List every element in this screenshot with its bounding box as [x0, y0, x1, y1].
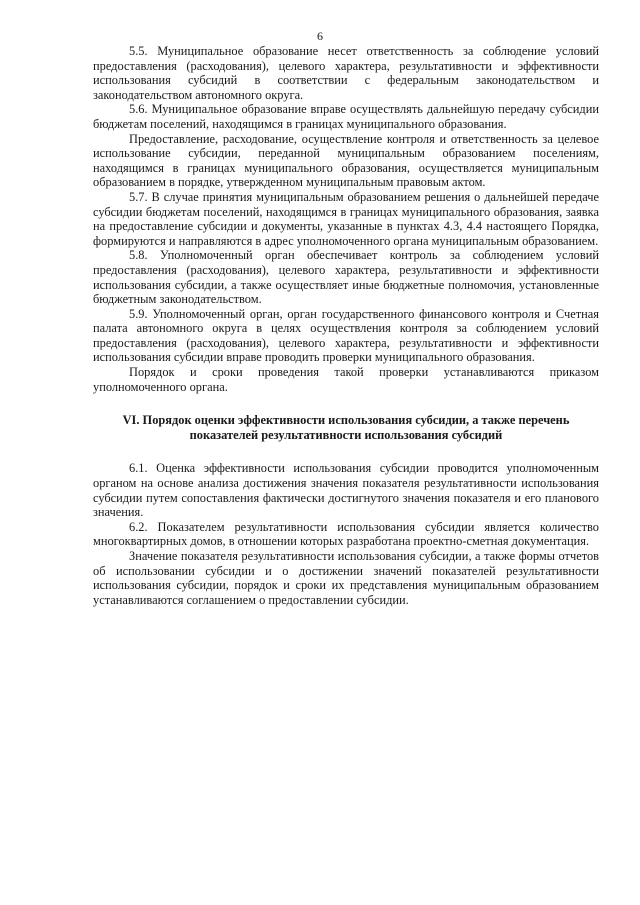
paragraph-5-9-continued: Порядок и сроки проведения такой проверки устанавливаются приказом уполномоченного органа.	[93, 365, 599, 394]
paragraph-5-6-continued: Предоставление, расходование, осуществление контроля и ответственность за целевое использование субсидии, переданной муниципальным образованием поселениям, находящимся в границах муниципального образования, осуществляется муниципальным образованием в порядке, утвержденном муниципальным правовым актом.	[93, 131, 599, 190]
paragraph-6-2: 6.2. Показателем результативности использования субсидии является количество многоквартирных домов, в отношении которых разработана проектно-сметная документация.	[93, 519, 599, 549]
page-number: 6	[317, 29, 323, 43]
paragraph-5-6: 5.6. Муниципальное образование вправе осуществлять дальнейшую передачу субсидии бюджетам поселений, находящимся в границах муниципального образования.	[93, 102, 599, 131]
paragraph-5-7: 5.7. В случае принятия муниципальным образованием решения о дальнейшей передаче субсидии бюджетам поселений, находящимся в границах муниципального образования, заявка на предоставление субсидии и документы, указанные в пунктах 4.3, 4.4 настоящего Порядка, формируются и направляются в адрес уполномоченного органа муниципальным образованием.	[93, 189, 599, 248]
paragraph-5-8: 5.8. Уполномоченный орган обеспечивает контроль за соблюдением условий предоставления (расходования), целевого характера, результативности и эффективности использования субсидии, а также осуществляет иные бюджетные полномочия, установленные бюджетным законодательством.	[93, 248, 599, 307]
paragraph-6-1: 6.1. Оценка эффективности использования субсидии проводится уполномоченным органом на основе анализа достижения значения показателя результативности использования субсидии путем сопоставления фактически достигнутого значения показателя и его планового значения.	[93, 461, 599, 520]
section-6-heading: VI. Порядок оценки эффективности использования субсидии, а также перечень показателей результативности использования субсидий	[122, 413, 570, 442]
paragraph-5-9: 5.9. Уполномоченный орган, орган государственного финансового контроля и Счетная палата автономного округа в целях осуществления контроля за соблюдением условий предоставления (расходования), целевого характера, результативности и эффективности использования субсидии вправе проводить проверки муниципального образования.	[93, 306, 599, 365]
document-body	[93, 44, 599, 607]
paragraph-6-2-continued: Значение показателя результативности использования субсидии, а также формы отчетов об использовании субсидии и о достижении значений показателей результативности использования субсидии, порядок и сроки их представления муниципальным образованием устанавливаются соглашением о предоставлении субсидии.	[93, 549, 599, 607]
paragraph-5-5: 5.5. Муниципальное образование несет ответственность за соблюдение условий предоставления (расходования), целевого характера, результативности и эффективности использования субсидий в соответствии с федеральным законодательством и законодательством автономного округа.	[93, 44, 599, 102]
